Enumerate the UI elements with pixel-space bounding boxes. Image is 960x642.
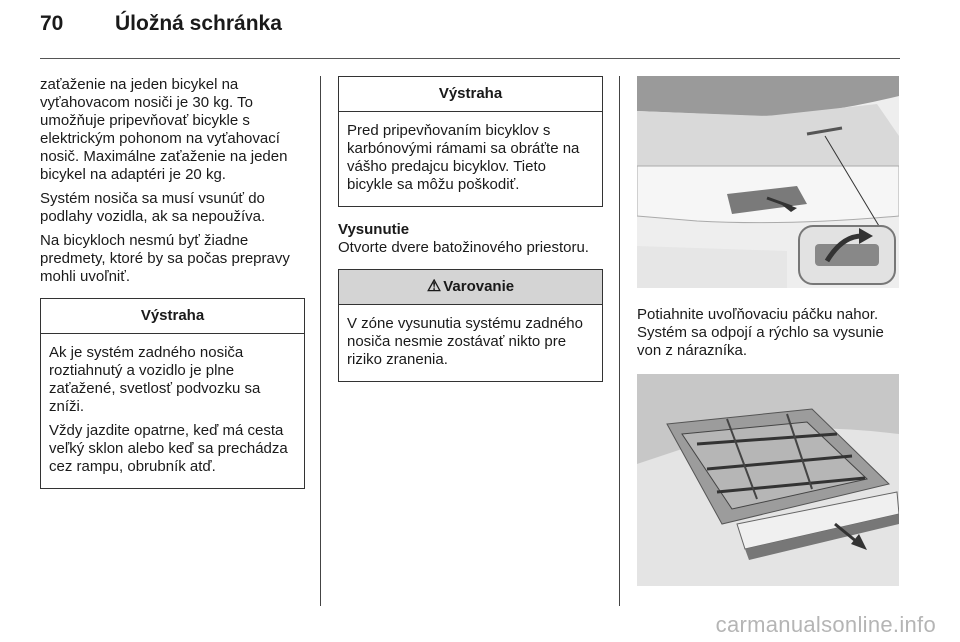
warning-heading: Varovanie [443, 278, 515, 295]
page-title: Úložná schránka [115, 12, 282, 35]
column-2 [338, 76, 603, 382]
section-subheading: Vysunutie [338, 221, 410, 238]
body-paragraph: Na bicykloch nesmú byť žiadne predmety, ktoré by sa počas prepravy mohli uvoľniť. [40, 232, 290, 285]
column-divider-1 [320, 76, 321, 606]
warning-header [339, 270, 602, 305]
column-1 [40, 76, 305, 489]
column-3 [637, 76, 902, 586]
caution-text: Ak je systém zadného nosiča roztiahnutý a vozidlo je plne zaťažené, svetlosť podvozku sa zníži. [49, 344, 261, 415]
caution-heading: Výstraha [339, 77, 602, 112]
caution-text: Vždy jazdite opatrne, keď má cesta veľký sklon alebo keď sa prechádza cez rampu, obrubník atď. [49, 422, 288, 475]
caution-text: Pred pripevňovaním bicyklov s karbónovými rámami sa obráťte na vášho predajcu bicyklov. Tieto bicykle sa môžu poškodiť. [347, 122, 580, 193]
figure-extended-carrier [637, 374, 899, 586]
body-paragraph: Potiahnite uvoľňovaciu páčku nahor. Systém sa odpojí a rýchlo sa vysunie von z nárazníka. [637, 306, 884, 359]
figure-release-lever [637, 76, 899, 288]
watermark: carmanualsonline.info [715, 612, 936, 637]
warning-triangle-icon: ⚠ [426, 278, 442, 295]
warning-text: V zóne vysunutia systému zadného nosiča nesmie zostávať nikto pre riziko zranenia. [347, 315, 583, 368]
caution-heading: Výstraha [41, 299, 304, 334]
body-paragraph: Systém nosiča sa musí vsunúť do podlahy vozidla, ak sa nepoužíva. [40, 190, 266, 225]
body-paragraph: zaťaženie na jeden bicykel na vyťahovacom nosiči je 30 kg. To umožňuje pripevňovať bicykle s elektrickým pohonom na vyťahovací nosič. Maximálne zaťaženie na jeden bicykel na adaptéri je 20 kg. [40, 76, 288, 183]
warning-box [338, 269, 603, 382]
caution-box [338, 76, 603, 207]
page-number: 70 [40, 12, 64, 35]
column-divider-2 [619, 76, 620, 606]
body-paragraph: Otvorte dvere batožinového priestoru. [338, 239, 589, 256]
header-rule [40, 58, 900, 59]
caution-box [40, 298, 305, 489]
